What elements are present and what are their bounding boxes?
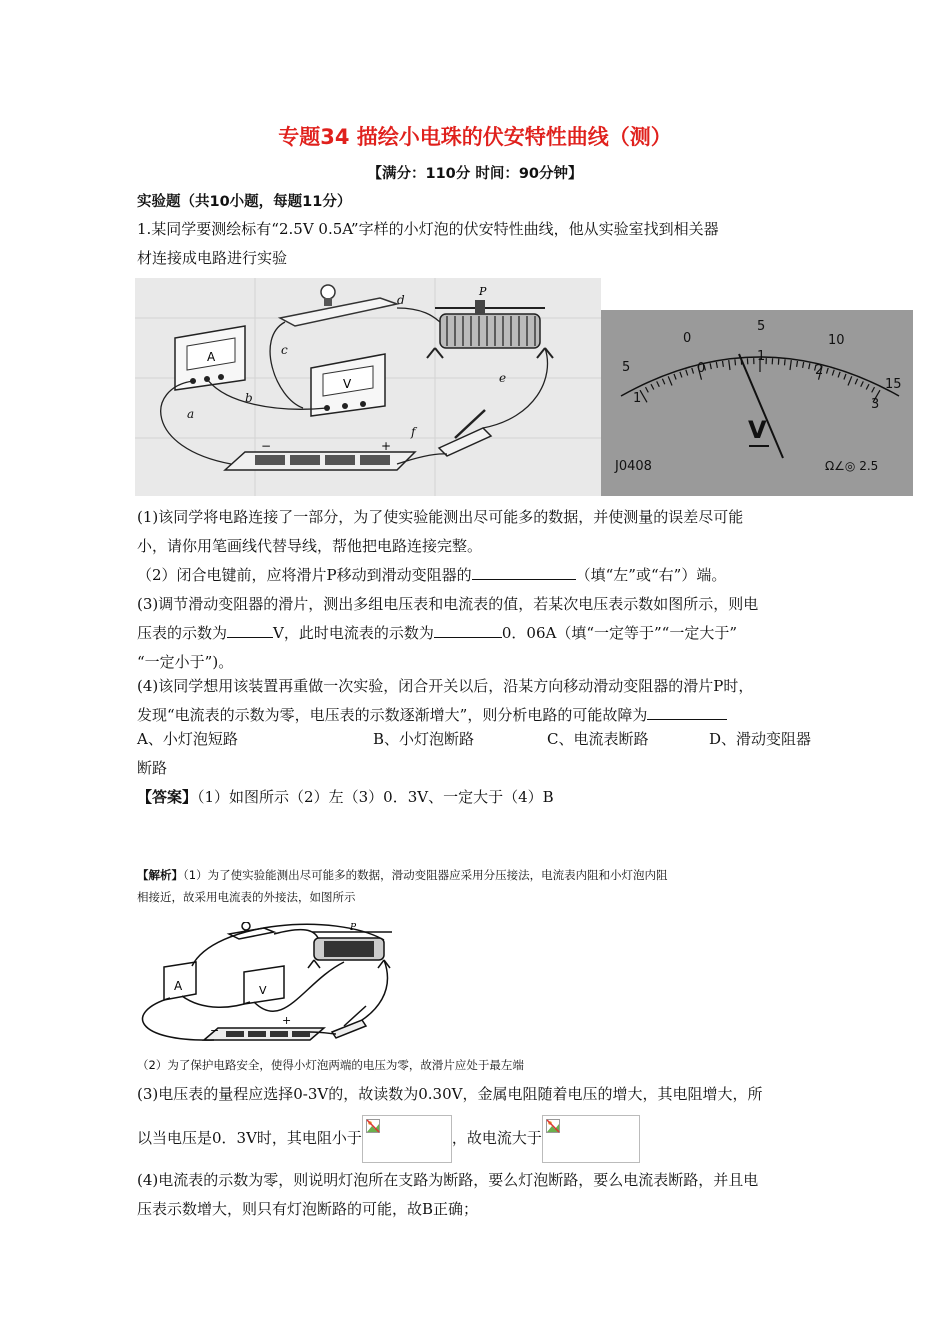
broken-formula-image-1 <box>362 1115 452 1163</box>
wire-label-c: c <box>281 343 288 357</box>
answer-circuit-figure <box>134 922 414 1052</box>
dial-class: Ω∠◎ 2.5 <box>825 459 879 473</box>
answer-line: 【答案】（1）如图所示（2）左（3）0．3V、一定大于（4）B <box>137 788 554 806</box>
battery-plus: + <box>381 439 392 453</box>
option-d-cont: 断路 <box>137 759 168 777</box>
section-heading: 实验题（共10小题，每题11分） <box>137 194 352 210</box>
wire-label-b: b <box>245 391 253 405</box>
part1-line-1: (1)该同学将电路连接了一部分，为了使实验能测出尽可能多的数据，并使测量的误差尽可能 <box>137 508 744 526</box>
wire-label-d: d <box>397 293 405 307</box>
analysis-block: 【解析】（1）为了使实验能测出尽可能多的数据，滑动变阻器应采用分压接法，电流表内阻和小灯泡内阻 相接近，故采用电流表的外接法，如图所示 <box>137 868 668 904</box>
question-1-part-2: （2）闭合电键前，应将滑片P移动到滑动变阻器的 （填“左”或“右”）端。 <box>137 561 817 590</box>
dial-model: J0408 <box>615 459 652 474</box>
dial-bot-0: 0 <box>697 361 706 376</box>
option-b[interactable]: B、小灯泡断路 <box>373 730 475 748</box>
question-1-part-4: (4)该同学想用该装置再重做一次实验，闭合开关以后，沿某方向移动滑动变阻器的滑片P时， 发现“电流表的示数为零，电压表的示数逐渐增大”，则分析电路的可能故障为 <box>137 677 754 724</box>
dial-top-10: 10 <box>828 333 845 348</box>
sketch-slider-label: P <box>350 923 357 933</box>
question-1-part-1 <box>137 503 817 561</box>
dial-tick <box>735 359 736 365</box>
analysis-part-2: （2）为了保护电路安全，使得小灯泡两端的电压为零，故滑片应处于最左端 <box>137 1058 524 1072</box>
dial-bot-1: 1 <box>757 349 766 364</box>
wire-label-a: a <box>187 407 195 421</box>
blank-fault[interactable] <box>647 701 727 720</box>
voltmeter-symbol: V <box>343 377 352 391</box>
analysis-part-4: (4)电流表的示数为零，则说明灯泡所在支路为断路，要么灯泡断路，要么电流表断路，并且电 压表示数增大，则只有灯泡断路的可能，故B正确； <box>137 1171 759 1218</box>
dial-tick <box>785 359 786 365</box>
ammeter-symbol: A <box>207 350 216 364</box>
question-1-part-3: (3)调节滑动变阻器的滑片，测出多组电压表和电流表的值，若某次电压表示数如图所示，则电 压表的示数为 V，此时电流表的示数为 0．06A（填“一定等于”“一定大于” “一定小于”)。 <box>137 595 759 671</box>
sketch-minus: − <box>210 1024 220 1037</box>
question-1-stem <box>137 215 817 273</box>
dial-bot-1-left: 1 <box>633 391 642 406</box>
score-time-info: 【满分：110分 时间：90分钟】 <box>367 166 583 182</box>
broken-image-icon <box>366 1119 380 1133</box>
dial-bot-2: 2 <box>815 363 824 378</box>
analysis-part-3: (3)电压表的量程应选择0-3V的，故读数为0.30V，金属电阻随着电压的增大，其电阻增大，所 以当电压是0．3V时，其电阻小于 ，故电流大于 <box>137 1080 817 1163</box>
broken-image-icon <box>546 1119 560 1133</box>
dial-bot-3: 3 <box>871 397 880 412</box>
slider-label: P <box>479 285 487 298</box>
part1-line-2: 小，请你用笔画线代替导线，帮他把电路连接完整。 <box>137 537 483 555</box>
sketch-ammeter: A <box>174 979 183 993</box>
sketch-voltmeter: V <box>259 984 267 997</box>
answer-options <box>137 725 827 783</box>
page-title: 专题34 描绘小电珠的伏安特性曲线（测） <box>278 125 672 149</box>
option-a[interactable]: A、小灯泡短路 <box>137 730 238 748</box>
stem-line-2: 材连接成电路进行实验 <box>137 249 288 267</box>
stem-line-1: 1.某同学要测绘标有“2.5V 0.5A”字样的小灯泡的伏安特性曲线，他从实验室找到相关器 <box>137 220 719 238</box>
dial-top-5: 5 <box>757 319 766 334</box>
blank-current[interactable] <box>434 619 502 638</box>
blank-voltage[interactable] <box>227 619 273 638</box>
dial-top-15-left: 5 <box>622 360 631 375</box>
dial-top-15: 15 <box>885 377 902 392</box>
wire-label-f: f <box>411 425 416 439</box>
ammeter <box>175 326 245 390</box>
option-d[interactable]: D、滑动变阻器 <box>709 730 812 748</box>
option-c[interactable]: C、电流表断路 <box>547 730 649 748</box>
dial-unit: V <box>748 416 767 444</box>
dial-top-0: 0 <box>683 331 692 346</box>
wire-label-e: e <box>499 371 507 385</box>
battery-minus: − <box>261 439 272 453</box>
blank-end[interactable] <box>472 561 576 580</box>
broken-formula-image-2 <box>542 1115 640 1163</box>
sketch-plus: + <box>282 1014 292 1027</box>
voltmeter-dial-photo <box>601 310 913 496</box>
circuit-and-voltmeter-figure <box>135 278 913 496</box>
